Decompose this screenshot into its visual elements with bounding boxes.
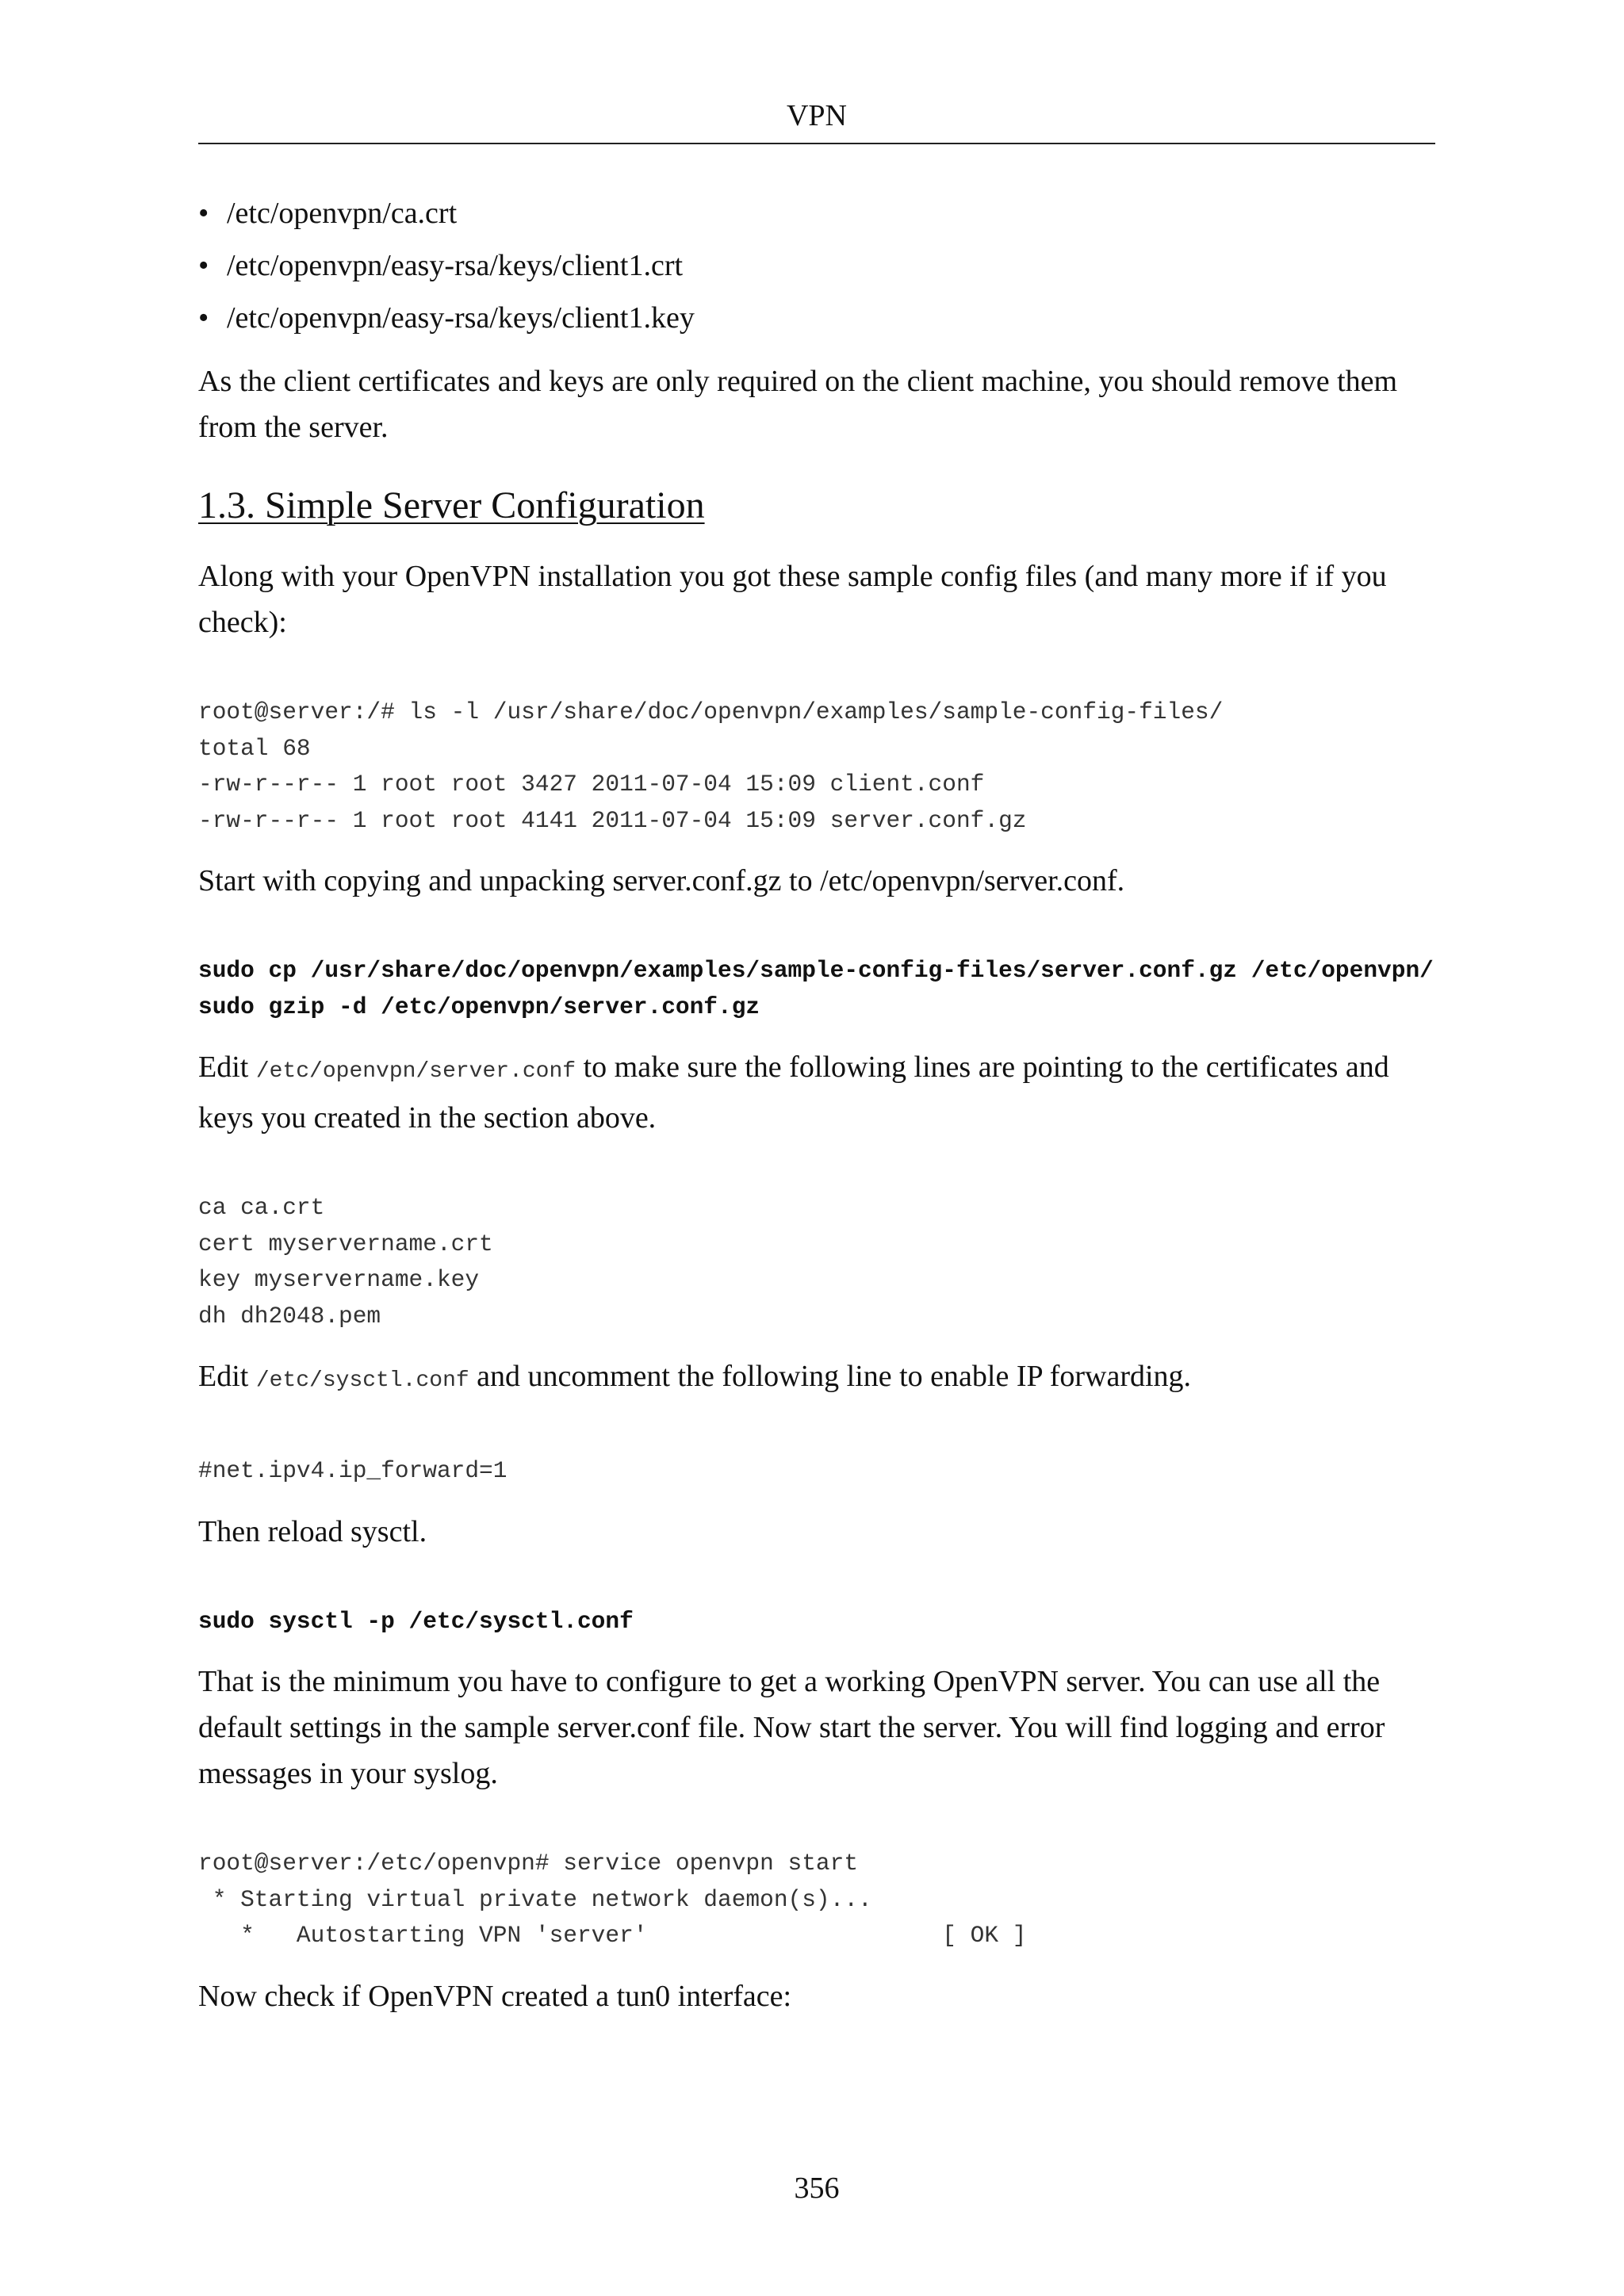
file-list: [198, 195, 1467, 336]
list-item-text: /etc/openvpn/easy-rsa/keys/client1.crt: [227, 249, 684, 282]
paragraph-text: Edit: [198, 1360, 256, 1393]
paragraph-edit-sysctl: [198, 1353, 1451, 1404]
paragraph-copy-unpack: Start with copying and unpacking server.conf.gz to /etc/openvpn/server.conf.: [198, 864, 1125, 897]
code-block-cert-lines: ca ca.crt cert myservername.crt key myservername.key dh dh2048.pem: [198, 1194, 493, 1330]
bullet-icon: •: [198, 249, 209, 282]
paragraph-check-tun0: Now check if OpenVPN created a tun0 interface:: [198, 1979, 792, 2013]
paragraph-reload-sysctl: Then reload sysctl.: [198, 1514, 427, 1548]
code-block-ip-forward: #net.ipv4.ip_forward=1: [198, 1457, 508, 1484]
inline-code-path: /etc/openvpn/server.conf: [255, 1059, 576, 1084]
inline-code-path: /etc/sysctl.conf: [255, 1368, 469, 1393]
code-block-service-start: root@server:/etc/openvpn# service openvpn start * Starting virtual private network daemon(s)... * Autostarting VPN 'server' [ OK ]: [198, 1850, 1027, 1949]
bullet-icon: •: [198, 197, 209, 230]
header-divider: [198, 143, 1435, 144]
paragraph-text: Edit: [198, 1050, 256, 1084]
code-block-ls-output: root@server:/# ls -l /usr/share/doc/openvpn/examples/sample-config-files/ total 68 -rw-r--r-- 1 root root 3427 2011-07-04 15:09 client.conf -rw-r--r-- 1 root root 4141 2011-07-04 15:09 server.conf.gz: [198, 698, 1224, 834]
code-block-copy-commands: sudo cp /usr/share/doc/openvpn/examples/sample-config-files/server.conf.gz /etc/openvpn/ sudo gzip -d /etc/openvpn/server.conf.gz: [198, 957, 1434, 1020]
list-item: [198, 300, 1467, 336]
paragraph-minimum-config: That is the minimum you have to configure to get a working OpenVPN server. You can use all the default settings in the sample server.conf file. Now start the server. You will find logging and error messages in your syslog.: [198, 1665, 1385, 1790]
page-number: 356: [794, 2172, 840, 2205]
paragraph-remove-client-keys: As the client certificates and keys are only required on the client machine, you should remove them from the server.: [198, 365, 1398, 444]
running-header: VPN: [786, 99, 848, 132]
list-item-text: /etc/openvpn/easy-rsa/keys/client1.key: [227, 301, 695, 335]
paragraph-sample-config: Along with your OpenVPN installation you got these sample config files (and many more if if you check):: [198, 560, 1387, 639]
list-item-text: /etc/openvpn/ca.crt: [227, 197, 458, 230]
paragraph-edit-server-conf: [198, 1044, 1451, 1141]
list-item: [198, 195, 1467, 232]
section-heading: 1.3. Simple Server Configuration: [198, 484, 705, 526]
page-content: [198, 195, 1467, 2019]
paragraph-text: to make sure the following lines are pointing to the certificates and keys you created in the section above.: [198, 1050, 1389, 1135]
code-block-sysctl-reload: sudo sysctl -p /etc/sysctl.conf: [198, 1607, 634, 1635]
paragraph-text: and uncomment the following line to enable IP forwarding.: [469, 1360, 1192, 1393]
bullet-icon: •: [198, 301, 209, 335]
list-item: [198, 247, 1467, 284]
